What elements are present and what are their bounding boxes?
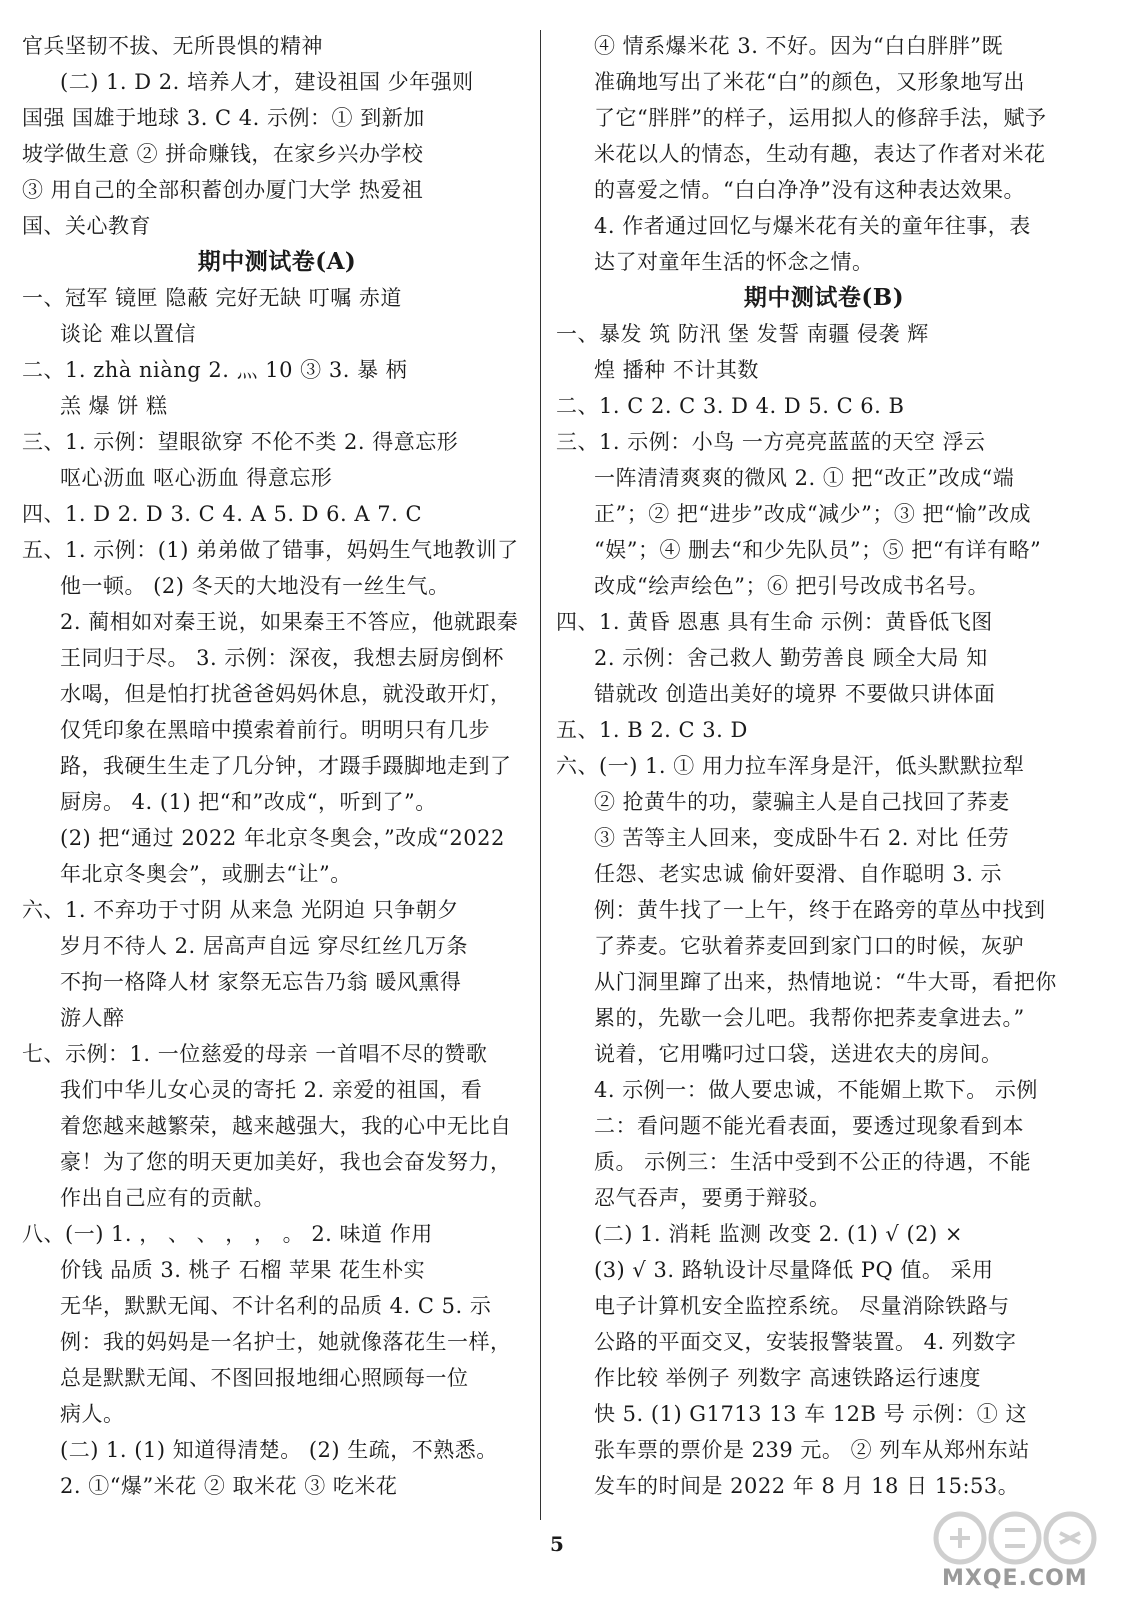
answer-line: 五、1. 示例：(1) 弟弟做了错事，妈妈生气地教训了 bbox=[22, 538, 519, 562]
answer-line: 路，我硬生生走了几分钟，才蹑手蹑脚地走到了 bbox=[60, 754, 512, 778]
answer-line: ③ 苦等主人回来，变成卧牛石 2. 对比 任劳 bbox=[594, 826, 1010, 850]
answer-line: 公路的平面交叉，安装报警装置。 4. 列数字 bbox=[594, 1330, 1017, 1354]
answer-line: 电子计算机安全监控系统。 尽量消除铁路与 bbox=[594, 1294, 1010, 1318]
answer-line: 呕心沥血 呕心沥血 得意忘形 bbox=[60, 466, 333, 490]
answer-line: 厨房。 4. (1) 把“和”改成“，听到了”。 bbox=[60, 790, 437, 814]
answer-line: 4. 作者通过回忆与爆米花有关的童年往事，表 bbox=[594, 214, 1031, 238]
answer-line: ② 抢黄牛的功，蒙骗主人是自己找回了荞麦 bbox=[594, 790, 1010, 814]
answer-line: 快 5. (1) G1713 13 车 12B 号 示例：① 这 bbox=[594, 1402, 1027, 1426]
answer-line: 张车票的票价是 239 元。 ② 列车从郑州东站 bbox=[594, 1438, 1030, 1462]
answer-line: “娱”；④ 删去“和少先队员”；⑤ 把“有详有略” bbox=[594, 538, 1042, 562]
answer-line: 年北京冬奥会”，或删去“让”。 bbox=[60, 862, 352, 886]
answer-line: 官兵坚韧不拔、无所畏惧的精神 bbox=[22, 34, 323, 58]
answer-line: 作出自己应有的贡献。 bbox=[60, 1186, 275, 1210]
answer-line: 游人醉 bbox=[60, 1006, 125, 1030]
answer-line: 仅凭印象在黑暗中摸索着前行。明明只有几步 bbox=[60, 718, 490, 742]
answer-line: 2. ①“爆”米花 ② 取米花 ③ 吃米花 bbox=[60, 1474, 398, 1498]
column-divider bbox=[540, 30, 541, 1520]
answer-line: 发车的时间是 2022 年 8 月 18 日 15:53。 bbox=[594, 1474, 1020, 1498]
answer-line: 从门洞里蹿了出来，热情地说：“牛大哥，看把你 bbox=[594, 970, 1057, 994]
answer-line: 一、暴发 筑 防汛 堡 发誓 南疆 侵袭 辉 bbox=[556, 322, 929, 346]
answer-line: 八、(一) 1. ， 、 、 ， ， 。 2. 味道 作用 bbox=[22, 1222, 433, 1246]
answer-line: 了荞麦。它驮着荞麦回到家门口的时候，灰驴 bbox=[594, 934, 1024, 958]
answer-line: 例：黄牛找了一上午，终于在路旁的草丛中找到 bbox=[594, 898, 1046, 922]
answer-line: ④ 情系爆米花 3. 不好。因为“白白胖胖”既 bbox=[594, 34, 1004, 58]
answer-line: 错就改 创造出美好的境界 不要做只讲体面 bbox=[594, 682, 996, 706]
answer-line: 三、1. 示例：小鸟 一方亮亮蓝蓝的天空 浮云 bbox=[556, 430, 986, 454]
answer-line: ③ 用自己的全部积蓄创办厦门大学 热爱祖 bbox=[22, 178, 424, 202]
answer-line: 着您越来越繁荣，越来越强大，我的心中无比自 bbox=[60, 1114, 512, 1138]
answer-line: (二) 1. D 2. 培养人才，建设祖国 少年强则 bbox=[60, 70, 474, 94]
answer-line: (二) 1. (1) 知道得清楚。 (2) 生疏，不熟悉。 bbox=[60, 1438, 498, 1462]
answer-line: 正”；② 把“进步”改成“减少”；③ 把“愉”改成 bbox=[594, 502, 1031, 526]
answer-line: 五、1. B 2. C 3. D bbox=[556, 718, 748, 742]
answer-line: 达了对童年生活的怀念之情。 bbox=[594, 250, 874, 274]
answer-line: 改成“绘声绘色”；⑥ 把引号改成书名号。 bbox=[594, 574, 990, 598]
answer-line: 四、1. D 2. D 3. C 4. A 5. D 6. A 7. C bbox=[22, 502, 423, 526]
answer-line: 坡学做生意 ② 拼命赚钱，在家乡兴办学校 bbox=[22, 142, 424, 166]
answer-line: 2. 示例：舍己救人 勤劳善良 顾全大局 知 bbox=[594, 646, 988, 670]
answer-line: 准确地写出了米花“白”的颜色，又形象地写出 bbox=[594, 70, 1025, 94]
answer-line: (3) √ 3. 路轨设计尽量降低 PQ 值。 采用 bbox=[594, 1258, 994, 1282]
answer-line: 一阵清清爽爽的微风 2. ① 把“改正”改成“端 bbox=[594, 466, 1015, 490]
answer-line: 王同归于尽。 3. 示例：深夜，我想去厨房倒杯 bbox=[60, 646, 504, 670]
answer-line: 羔 爆 饼 糕 bbox=[60, 394, 168, 418]
answer-line: 价钱 品质 3. 桃子 石榴 苹果 花生朴实 bbox=[60, 1258, 426, 1282]
answer-line: 七、示例：1. 一位慈爱的母亲 一首唱不尽的赞歌 bbox=[22, 1042, 488, 1066]
answer-line: 一、冠军 镜匣 隐蔽 完好无缺 叮嘱 赤道 bbox=[22, 286, 402, 310]
answer-line: 二、1. zhà niàng 2. 灬 10 ③ 3. 暴 柄 bbox=[22, 358, 408, 382]
answer-line: 累的，先歇一会儿吧。我帮你把荞麦拿进去。” bbox=[594, 1006, 1025, 1030]
answer-line: 煌 播种 不计其数 bbox=[594, 358, 759, 382]
answer-line: 六、(一) 1. ① 用力拉车浑身是汗，低头默默拉犁 bbox=[556, 754, 1025, 778]
answer-line: 了它“胖胖”的样子，运用拟人的修辞手法，赋予 bbox=[594, 106, 1047, 130]
answer-line: 任怨、老实忠诚 偷奸耍滑、自作聪明 3. 示 bbox=[594, 862, 1003, 886]
answer-line: 我们中华儿女心灵的寄托 2. 亲爱的祖国，看 bbox=[60, 1078, 483, 1102]
answer-line: 质。 示例三：生活中受到不公正的待遇，不能 bbox=[594, 1150, 1032, 1174]
answer-line: 三、1. 示例：望眼欲穿 不伦不类 2. 得意忘形 bbox=[22, 430, 459, 454]
answer-line: 谈论 难以置信 bbox=[60, 322, 197, 346]
section-title: 期中测试卷(A) bbox=[197, 248, 357, 275]
answer-line: 的喜爱之情。“白白净净”没有这种表达效果。 bbox=[594, 178, 1025, 202]
answer-line: 水喝，但是怕打扰爸爸妈妈休息，就没敢开灯， bbox=[60, 682, 512, 706]
answer-line: 病人。 bbox=[60, 1402, 125, 1426]
answer-line: 二、1. C 2. C 3. D 4. D 5. C 6. B bbox=[556, 394, 905, 418]
page-number: 5 bbox=[550, 1532, 564, 1556]
answer-line: 六、1. 不弃功于寸阴 从来急 光阴迫 只争朝夕 bbox=[22, 898, 459, 922]
answer-line: 例：我的妈妈是一名护士，她就像落花生一样， bbox=[60, 1330, 512, 1354]
answer-line: 不拘一格降人材 家祭无忘告乃翁 暖风熏得 bbox=[60, 970, 462, 994]
answer-line: 说着，它用嘴叼过口袋，送进农夫的房间。 bbox=[594, 1042, 1003, 1066]
answer-line: 国、关心教育 bbox=[22, 214, 151, 238]
answer-line: 忍气吞声，要勇于辩驳。 bbox=[594, 1186, 831, 1210]
watermark-text: MXQE.COM bbox=[942, 1566, 1088, 1591]
answer-line: 总是默默无闻、不图回报地细心照顾每一位 bbox=[60, 1366, 469, 1390]
answer-line: 米花以人的情态，生动有趣，表达了作者对米花 bbox=[594, 142, 1046, 166]
answer-line: 无华，默默无闻、不计名利的品质 4. C 5. 示 bbox=[60, 1294, 492, 1318]
answer-line: 2. 蔺相如对秦王说，如果秦王不答应，他就跟秦 bbox=[60, 610, 519, 634]
answer-line: 他一顿。 (2) 冬天的大地没有一丝生气。 bbox=[60, 574, 450, 598]
section-title: 期中测试卷(B) bbox=[743, 284, 905, 311]
answer-line: 豪！为了您的明天更加美好，我也会奋发努力， bbox=[60, 1150, 512, 1174]
answer-line: (二) 1. 消耗 监测 改变 2. (1) √ (2) × bbox=[594, 1222, 964, 1246]
right-column bbox=[556, 28, 1092, 1504]
answer-line: 国强 国雄于地球 3. C 4. 示例：① 到新加 bbox=[22, 106, 425, 130]
answer-line: 四、1. 黄昏 恩惠 具有生命 示例：黄昏低飞图 bbox=[556, 610, 993, 634]
answer-line: 岁月不待人 2. 居高声自远 穿尽红丝几万条 bbox=[60, 934, 469, 958]
answer-line: (2) 把“通过 2022 年北京冬奥会，”改成“2022 bbox=[60, 826, 505, 850]
answer-line: 二：看问题不能光看表面，要透过现象看到本 bbox=[594, 1114, 1024, 1138]
left-column bbox=[22, 28, 532, 1504]
answer-line: 4. 示例一：做人要忠诚，不能媚上欺下。 示例 bbox=[594, 1078, 1038, 1102]
answer-line: 作比较 举例子 列数字 高速铁路运行速度 bbox=[594, 1366, 982, 1390]
